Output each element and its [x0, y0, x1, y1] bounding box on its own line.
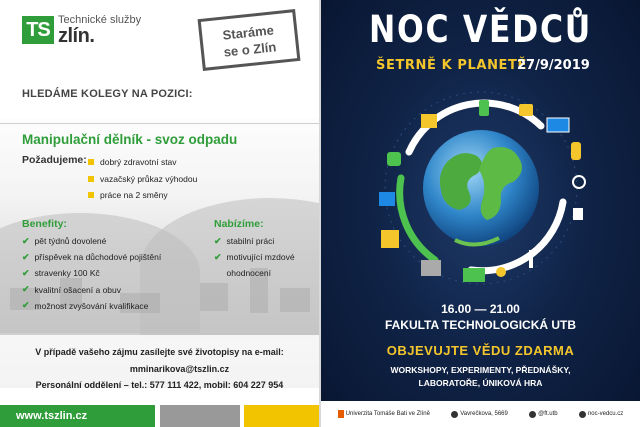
offer-label: Nabízíme:	[214, 218, 264, 230]
activities-line1: WORKSHOPY, EXPERIMENTY, PŘEDNÁŠKY,	[390, 365, 571, 375]
factory-icon	[421, 260, 441, 276]
list-item: ✔ kvalitní ošacení a obuv	[22, 284, 122, 295]
science-night-poster	[321, 0, 640, 427]
faculty-name: FAKULTA TECHNOLOGICKÁ UTB	[384, 318, 577, 332]
list-item: ohodnocení	[226, 268, 271, 279]
square-bullet-icon	[88, 192, 94, 198]
divider	[0, 123, 319, 124]
list-item: ✔ možnost zvyšování kvalifikace	[22, 300, 149, 311]
social-icon	[529, 411, 536, 418]
footer-gray-block	[160, 405, 240, 427]
bicycle-icon	[519, 104, 533, 116]
benefits-list	[22, 233, 161, 314]
plug-icon	[573, 208, 583, 220]
web-item[interactable]: noc-vedcu.cz	[579, 411, 623, 418]
check-icon: ✔	[22, 284, 30, 295]
university-logo-icon	[338, 410, 344, 418]
list-item: ✔ motivující mzdové	[214, 251, 295, 263]
stamp-line2: se o Zlín	[222, 39, 277, 60]
house-icon	[381, 230, 399, 248]
contact-phone: Personální oddělení – tel.: 577 111 422, mobil: 604 227 954	[35, 380, 284, 390]
stamp-line1: Staráme	[221, 22, 275, 43]
square-bullet-icon	[88, 159, 94, 165]
family-icon	[463, 268, 485, 282]
location-pin-icon	[451, 411, 458, 418]
check-icon: ✔	[214, 235, 222, 246]
tree-icon	[387, 152, 401, 166]
intro-heading: HLEDÁME KOLEGY NA POZICI:	[22, 88, 193, 100]
lightbulb-icon	[496, 267, 506, 277]
list-item: práce na 2 směny	[88, 187, 197, 204]
benefits-label: Benefity:	[22, 218, 67, 230]
social-item[interactable]: @ft.utb	[529, 411, 557, 418]
square-bullet-icon	[88, 176, 94, 182]
activities-line2: LABORATOŘE, ÚNIKOVÁ HRA	[418, 378, 543, 388]
footer-yellow-block	[244, 405, 319, 427]
sun-icon	[421, 114, 437, 128]
globe	[423, 130, 539, 246]
list-item: ✔ stabilní práci	[214, 235, 275, 247]
check-icon: ✔	[22, 267, 30, 278]
poster-footer	[321, 401, 640, 427]
list-item: ✔ příspěvek na důchodové pojištění	[22, 251, 162, 263]
call-to-action: OBJEVUJTE VĚDU ZDARMA	[386, 343, 575, 358]
logo-line1: Technické služby	[58, 14, 142, 26]
list-item: dobrý zdravotní stav	[88, 154, 197, 171]
requirements-label: Požadujeme:	[22, 154, 87, 166]
university-item: Univerzita Tomáše Bati ve Zlíně	[338, 410, 430, 418]
wind-turbine-icon	[529, 250, 533, 268]
check-icon: ✔	[214, 251, 222, 262]
offer-list	[214, 233, 295, 282]
check-icon: ✔	[22, 300, 30, 311]
poster-title: NOC VĚDCŮ	[369, 8, 592, 51]
logo-line2: zlín.	[58, 25, 95, 47]
recycle-bin-icon	[479, 100, 489, 116]
battery-icon	[571, 142, 581, 160]
water-drop-icon	[573, 176, 585, 188]
poster-date: 27/9/2019	[517, 58, 590, 73]
position-title: Manipulační dělník - svoz odpadu	[22, 132, 238, 147]
list-item: ✔ stravenky 100 Kč	[22, 267, 100, 279]
check-icon: ✔	[22, 251, 30, 262]
website-link[interactable]: www.tszlin.cz	[0, 405, 155, 427]
globe-icon	[579, 411, 586, 418]
contact-email[interactable]: mminarikova@tszlin.cz	[129, 364, 230, 374]
earth-globe-illustration	[351, 82, 611, 294]
requirements-list	[88, 154, 197, 204]
check-icon: ✔	[22, 235, 30, 246]
solar-panel-icon	[547, 118, 569, 132]
job-ad-page	[0, 0, 319, 427]
event-time: 16.00 — 21.00	[441, 302, 520, 316]
address-item: Vavrečkova, 5669	[451, 411, 508, 418]
poster-subtitle: ŠETRNĚ K PLANETĚ	[376, 58, 527, 73]
laptop-icon	[379, 192, 395, 206]
contact-line1: V případě vašeho zájmu zasílejte své životopisy na e-mail:	[35, 347, 284, 357]
slogan-stamp	[198, 9, 301, 71]
list-item: vazačský průkaz výhodou	[88, 171, 197, 188]
list-item: ✔ pět týdnů dovolené	[22, 235, 107, 247]
logo-mark: TS	[22, 16, 54, 44]
